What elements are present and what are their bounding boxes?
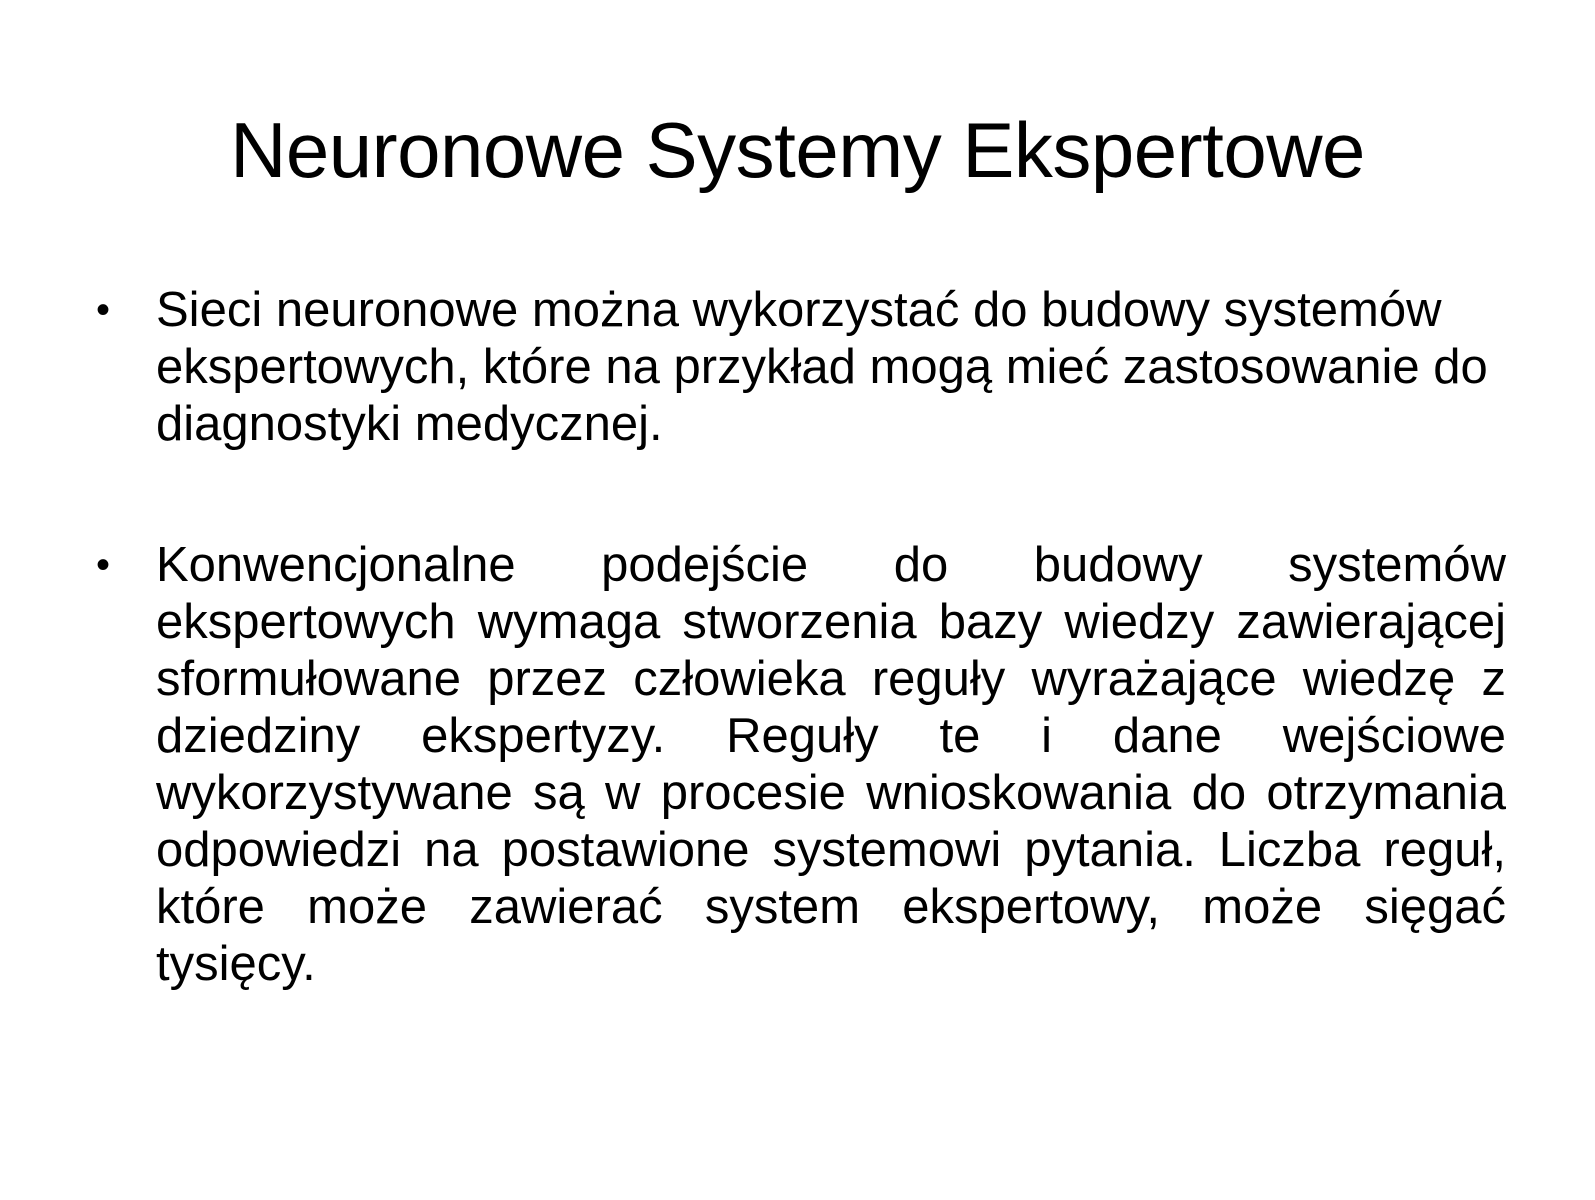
bullet-icon: • bbox=[96, 288, 111, 332]
bullet-list bbox=[96, 282, 1506, 993]
slide-title: Neuronowe Systemy Ekspertowe bbox=[230, 106, 1365, 194]
bullet-item bbox=[96, 282, 1506, 453]
bullet-icon: • bbox=[96, 543, 111, 587]
bullet-item bbox=[96, 537, 1506, 993]
bullet-text: Sieci neuronowe można wykorzystać do budowy systemów ekspertowych, które na przykład mogą mieć zastosowanie do diagnostyki medycznej. bbox=[156, 283, 1488, 451]
bullet-text: Konwencjonalne podejście do budowy systemów ekspertowych wymaga stworzenia bazy wiedzy zawierającej sformułowane przez człowieka reguły wyrażające wiedzę z dziedziny ekspertyzy. Reguły te i dane wejściowe wykorzystywane są w procesie wnioskowania do otrzymania odpowiedzi na postawione systemowi pytania. Liczba reguł, które może zawierać system ekspertowy, może sięgać tysięcy. bbox=[156, 538, 1506, 991]
